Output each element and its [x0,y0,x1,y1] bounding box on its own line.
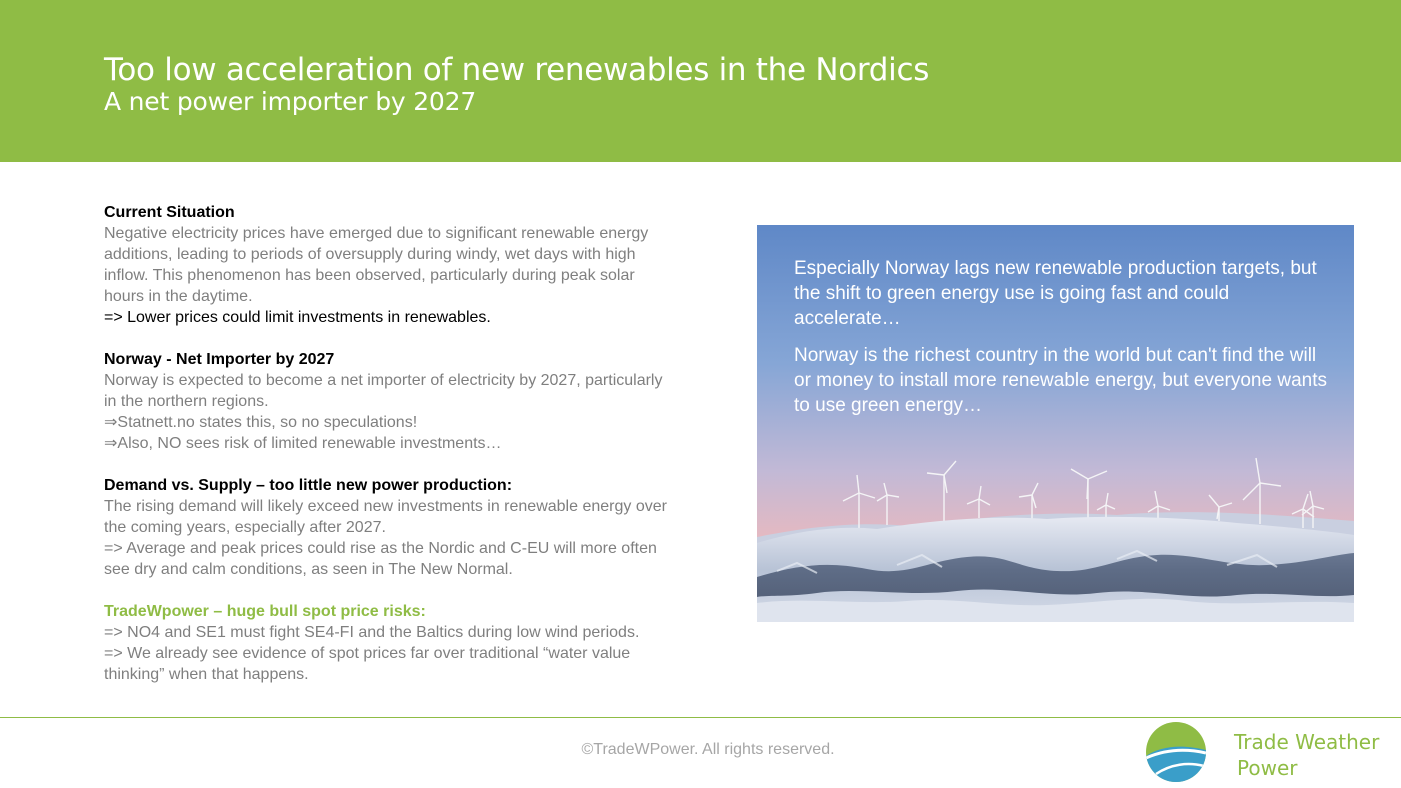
body-line: => We already see evidence of spot prices far over traditional “water value [104,645,631,662]
body-line: see dry and calm conditions, as seen in The New Normal. [104,561,513,578]
body-line: Norway is expected to become a net importer of electricity by 2027, particularly [104,372,663,389]
wind-turbines-image [757,225,1354,622]
brand-line-2: Power [1237,756,1298,780]
brand-line-1: Trade Weather [1234,730,1380,754]
section-conclusion: => Lower prices could limit investments in renewables. [104,309,491,326]
section-heading: Current Situation [104,204,235,221]
body-line: thinking” when that happens. [104,666,309,683]
body-line: => Average and peak prices could rise as the Nordic and C-EU will more often [104,540,657,557]
body-line: Negative electricity prices have emerged due to significant renewable energy [104,225,649,242]
image-caption-paragraph-1: Especially Norway lags new renewable production targets, but the shift to green energy use is going fast and could accelerate… [794,258,1317,329]
section-norway-net-importer [104,349,729,454]
body-line: additions, leading to periods of oversupply during windy, wet days with high [104,246,636,263]
page-title: Too low acceleration of new renewables in the Nordics [104,52,930,88]
body-line: ⇒Also, NO sees risk of limited renewable investments… [104,435,502,452]
section-heading: Demand vs. Supply – too little new power production: [104,477,513,494]
content-column [104,202,729,706]
section-heading: TradeWpower – huge bull spot price risks: [104,603,426,620]
body-line: hours in the daytime. [104,288,253,305]
body-line: The rising demand will likely exceed new investments in renewable energy over [104,498,667,515]
body-line: inflow. This phenomenon has been observed, particularly during peak solar [104,267,635,284]
header-banner [0,0,1401,162]
section-heading: Norway - Net Importer by 2027 [104,351,335,368]
footer-divider [0,717,1401,718]
section-tradewpower-risks [104,601,729,685]
body-line: the coming years, especially after 2027. [104,519,386,536]
section-demand-vs-supply [104,475,729,580]
page-subtitle: A net power importer by 2027 [104,87,477,116]
brand-name [1234,729,1379,781]
trade-weather-power-logo-icon [1146,722,1206,782]
copyright-text: ©TradeWPower. All rights reserved. [581,741,835,758]
body-line: => NO4 and SE1 must fight SE4-FI and the Baltics during low wind periods. [104,624,640,641]
image-caption [794,256,1334,430]
body-line: in the northern regions. [104,393,269,410]
body-line: ⇒Statnett.no states this, so no speculations! [104,414,418,431]
image-caption-paragraph-2: Norway is the richest country in the world but can't find the will or money to install more renewable energy, but everyone wants to use green energy… [794,345,1327,416]
section-current-situation [104,202,729,328]
